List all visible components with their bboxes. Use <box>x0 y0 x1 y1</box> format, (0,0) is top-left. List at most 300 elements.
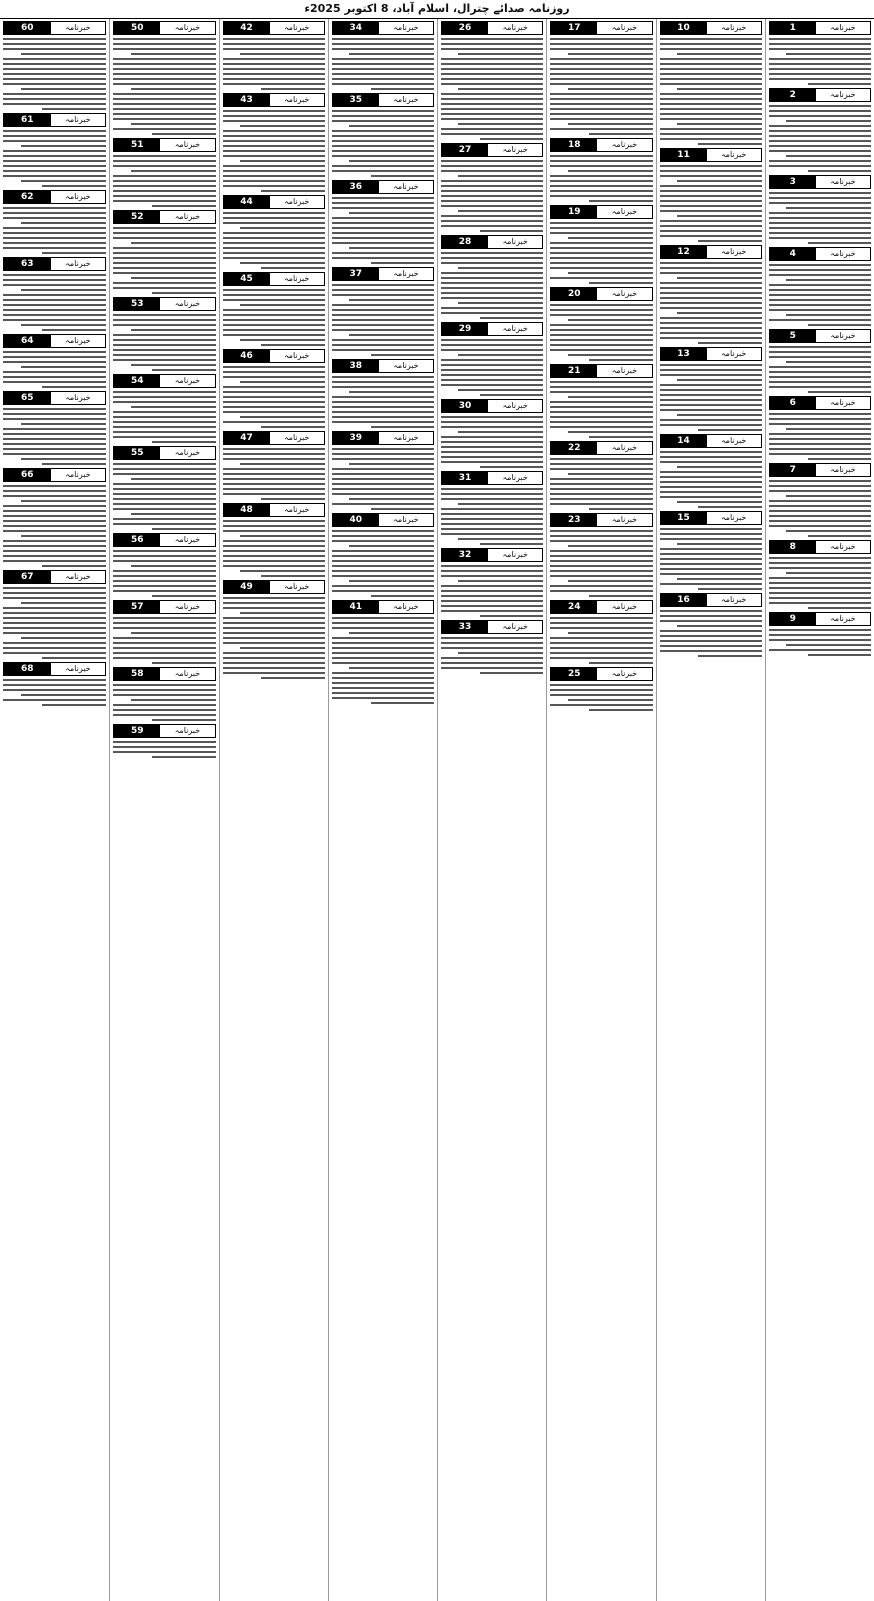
text-line <box>223 48 325 50</box>
text-line <box>113 391 215 393</box>
text-line <box>550 58 652 60</box>
news-item-label: خبرنامہ <box>51 469 106 481</box>
text-line <box>332 63 434 65</box>
text-line <box>113 488 215 490</box>
text-line <box>113 684 215 686</box>
text-line <box>223 252 325 254</box>
text-line <box>223 468 325 470</box>
text-line <box>21 222 107 224</box>
news-item-label: خبرنامہ <box>816 541 870 553</box>
text-line <box>660 108 762 110</box>
text-line <box>677 123 762 125</box>
news-item-number: 35 <box>333 94 379 106</box>
text-line <box>698 429 761 431</box>
text-line <box>660 43 762 45</box>
news-item <box>113 533 215 597</box>
news-item-header <box>223 93 325 107</box>
text-line <box>660 563 762 565</box>
news-item <box>769 21 871 85</box>
text-line <box>240 53 325 55</box>
text-line <box>441 200 543 202</box>
text-line <box>550 493 652 495</box>
text-line <box>223 68 325 70</box>
text-line <box>660 38 762 40</box>
text-line <box>3 284 106 286</box>
news-item-body-text <box>660 38 762 145</box>
text-line <box>769 299 871 301</box>
news-item-header <box>660 347 762 361</box>
text-line <box>332 304 434 306</box>
text-line <box>550 458 652 460</box>
text-line <box>660 548 762 550</box>
text-line <box>441 369 543 371</box>
text-line <box>698 588 761 590</box>
text-line <box>223 667 325 669</box>
news-item <box>113 600 215 664</box>
text-line <box>113 155 215 157</box>
text-line <box>131 364 216 366</box>
news-item-body-text <box>550 458 652 510</box>
text-line <box>769 68 871 70</box>
text-line <box>223 622 325 624</box>
text-line <box>441 48 543 50</box>
text-line <box>769 145 871 147</box>
text-line <box>441 364 543 366</box>
text-line <box>113 165 215 167</box>
text-line <box>223 478 325 480</box>
text-line <box>458 389 543 391</box>
text-line <box>332 324 434 326</box>
text-line <box>113 416 215 418</box>
news-item-header <box>332 359 434 373</box>
text-line <box>131 88 216 90</box>
news-item-number: 53 <box>114 298 160 310</box>
text-line <box>786 155 871 157</box>
text-line <box>568 88 653 90</box>
text-line <box>332 222 434 224</box>
text-line <box>458 210 543 212</box>
news-item <box>3 257 106 331</box>
news-item-label: خبرنامہ <box>160 139 214 151</box>
text-line <box>660 63 762 65</box>
text-line <box>441 38 543 40</box>
text-line <box>113 43 215 45</box>
news-item-body-text <box>769 105 871 172</box>
text-line <box>223 555 325 557</box>
news-item-label: خبرنامہ <box>379 22 433 34</box>
text-line <box>332 627 434 629</box>
news-item-header <box>223 431 325 445</box>
text-line <box>113 63 215 65</box>
text-line <box>223 180 325 182</box>
text-line <box>550 252 652 254</box>
text-line <box>568 545 653 547</box>
text-line <box>223 140 325 142</box>
text-line <box>223 550 325 552</box>
text-line <box>113 560 215 562</box>
text-line <box>332 58 434 60</box>
text-line <box>769 217 871 219</box>
text-line <box>660 138 762 140</box>
text-line <box>332 257 434 259</box>
text-line <box>349 212 434 214</box>
news-item-header <box>113 446 215 460</box>
news-item-body-text <box>550 304 652 361</box>
text-line <box>786 428 871 430</box>
news-item-label: خبرنامہ <box>816 22 870 34</box>
text-line <box>458 354 543 356</box>
news-item-header <box>3 257 106 271</box>
news-item <box>113 374 215 443</box>
text-line <box>550 411 652 413</box>
news-item-label: خبرنامہ <box>597 601 651 613</box>
text-line <box>660 419 762 421</box>
news-item <box>441 399 543 468</box>
text-line <box>240 262 325 264</box>
text-line <box>769 212 871 214</box>
text-line <box>769 222 871 224</box>
news-item-label: خبرنامہ <box>270 94 324 106</box>
news-item-label: خبرنامہ <box>379 360 433 372</box>
news-item-label: خبرنامہ <box>51 258 106 270</box>
text-line <box>113 93 215 95</box>
text-line <box>769 629 871 631</box>
news-item-label: خبرنامہ <box>816 613 870 625</box>
text-line <box>550 684 652 686</box>
news-item-label: خبرنامہ <box>488 472 542 484</box>
news-item-header <box>223 195 325 209</box>
news-item-body-text <box>769 192 871 244</box>
text-line <box>3 607 106 609</box>
text-line <box>769 371 871 373</box>
text-line <box>223 294 325 296</box>
text-line <box>441 98 543 100</box>
text-line <box>332 468 434 470</box>
news-item-body-text <box>223 212 325 269</box>
text-line <box>3 428 106 430</box>
text-line <box>769 289 871 291</box>
news-item-header <box>3 113 106 127</box>
news-item-body-text <box>332 284 434 356</box>
text-line <box>550 416 652 418</box>
text-line <box>441 647 543 649</box>
text-line <box>223 453 325 455</box>
text-line <box>458 88 543 90</box>
text-line <box>113 73 215 75</box>
text-line <box>332 202 434 204</box>
news-item-number: 38 <box>333 360 379 372</box>
news-item-header <box>769 175 871 189</box>
news-item <box>223 195 325 269</box>
text-line <box>131 329 216 331</box>
text-line <box>3 485 106 487</box>
text-line <box>808 391 871 393</box>
text-line <box>769 582 871 584</box>
text-line <box>677 312 762 314</box>
news-item-label: خبرنامہ <box>488 22 542 34</box>
news-item-body-text <box>441 488 543 545</box>
news-column <box>546 19 655 1601</box>
text-line <box>660 615 762 617</box>
text-line <box>332 421 434 423</box>
text-line <box>568 272 653 274</box>
news-item-header <box>550 138 652 152</box>
news-item-number: 29 <box>442 323 488 335</box>
news-item-header <box>441 548 543 562</box>
text-line <box>769 135 871 137</box>
news-item-label: خبرنامہ <box>379 432 433 444</box>
news-item-header <box>113 667 215 681</box>
text-line <box>332 540 434 542</box>
text-line <box>660 374 762 376</box>
news-item-label: خبرنامہ <box>707 22 761 34</box>
text-line <box>769 418 871 420</box>
news-item <box>660 434 762 508</box>
text-line <box>660 538 762 540</box>
news-item-body-text <box>550 530 652 597</box>
text-line <box>240 160 325 162</box>
news-item <box>3 21 106 110</box>
news-item-number: 22 <box>551 442 597 454</box>
news-column <box>219 19 328 1601</box>
text-line <box>3 103 106 105</box>
news-item <box>113 21 215 135</box>
text-line <box>113 83 215 85</box>
text-line <box>332 155 434 157</box>
text-line <box>660 332 762 334</box>
text-line <box>769 510 871 512</box>
text-line <box>441 63 543 65</box>
text-line <box>113 503 215 505</box>
text-line <box>223 232 325 234</box>
text-line <box>21 180 107 182</box>
text-line <box>441 416 543 418</box>
text-line <box>660 190 762 192</box>
news-item-number: 32 <box>442 549 488 561</box>
text-line <box>113 463 215 465</box>
news-item-number: 65 <box>4 392 51 404</box>
text-line <box>441 518 543 520</box>
news-item-header <box>769 329 871 343</box>
text-line <box>550 344 652 346</box>
text-line <box>677 53 762 55</box>
text-line <box>441 252 543 254</box>
news-item <box>3 468 106 567</box>
text-line <box>223 314 325 316</box>
text-line <box>3 550 106 552</box>
text-line <box>349 53 434 55</box>
text-line <box>769 480 871 482</box>
text-line <box>550 103 652 105</box>
text-line <box>441 600 543 602</box>
text-line <box>113 349 215 351</box>
text-line <box>769 48 871 50</box>
text-line <box>223 299 325 301</box>
text-line <box>441 215 543 217</box>
news-item-number: 19 <box>551 206 597 218</box>
news-item <box>550 600 652 664</box>
text-line <box>223 319 325 321</box>
text-line <box>113 741 215 743</box>
text-line <box>21 535 107 537</box>
text-line <box>21 500 107 502</box>
text-line <box>223 366 325 368</box>
text-line <box>660 73 762 75</box>
text-line <box>113 550 215 552</box>
news-item-label: خبرنامہ <box>270 196 324 208</box>
text-line <box>441 349 543 351</box>
text-line <box>660 476 762 478</box>
news-item-body-text <box>113 684 215 721</box>
news-item-header <box>223 21 325 35</box>
text-line <box>113 431 215 433</box>
text-line <box>261 190 324 192</box>
news-column <box>437 19 546 1601</box>
text-line <box>769 356 871 358</box>
text-line <box>3 505 106 507</box>
news-item-number: 31 <box>442 472 488 484</box>
text-line <box>550 498 652 500</box>
text-line <box>550 565 652 567</box>
text-line <box>223 309 325 311</box>
text-line <box>332 68 434 70</box>
news-item <box>3 662 106 706</box>
text-line <box>660 558 762 560</box>
text-line <box>441 575 543 577</box>
news-item-body-text <box>113 227 215 294</box>
text-line <box>113 190 215 192</box>
text-line <box>113 103 215 105</box>
news-item-label: خبرنامہ <box>488 621 542 633</box>
text-line <box>223 222 325 224</box>
text-line <box>458 175 543 177</box>
text-line <box>113 108 215 110</box>
news-item-label: خبرنامہ <box>51 114 106 126</box>
news-item-number: 27 <box>442 144 488 156</box>
text-line <box>113 58 215 60</box>
news-item-body-text <box>441 339 543 396</box>
news-item-label: خبرنامہ <box>379 268 433 280</box>
text-line <box>113 694 215 696</box>
news-item <box>223 503 325 577</box>
text-line <box>550 68 652 70</box>
text-line <box>152 369 215 371</box>
text-line <box>458 302 543 304</box>
text-line <box>568 123 653 125</box>
text-line <box>332 458 434 460</box>
news-item-label: خبرنامہ <box>160 601 214 613</box>
text-line <box>349 667 434 669</box>
text-line <box>441 108 543 110</box>
text-line <box>131 123 216 125</box>
text-line <box>371 354 434 356</box>
text-line <box>113 232 215 234</box>
text-line <box>441 43 543 45</box>
text-line <box>3 314 106 316</box>
text-line <box>589 508 652 510</box>
news-item-header <box>550 667 652 681</box>
news-item-header <box>223 580 325 594</box>
text-line <box>550 78 652 80</box>
text-line <box>786 120 871 122</box>
text-line <box>113 257 215 259</box>
news-item-header <box>332 600 434 614</box>
text-line <box>223 324 325 326</box>
text-line <box>550 98 652 100</box>
text-line <box>660 317 762 319</box>
text-line <box>660 185 762 187</box>
text-line <box>113 98 215 100</box>
text-line <box>660 118 762 120</box>
text-line <box>660 583 762 585</box>
text-line <box>441 441 543 443</box>
text-line <box>42 185 106 187</box>
text-line <box>113 78 215 80</box>
text-line <box>441 446 543 448</box>
text-line <box>769 438 871 440</box>
text-line <box>223 257 325 259</box>
text-line <box>441 312 543 314</box>
text-line <box>332 349 434 351</box>
text-line <box>3 597 106 599</box>
news-item-body-text <box>223 448 325 500</box>
text-line <box>113 637 215 639</box>
news-item <box>113 667 215 721</box>
text-line <box>240 304 325 306</box>
text-line <box>660 230 762 232</box>
text-line <box>550 694 652 696</box>
news-item <box>113 724 215 758</box>
text-line <box>769 130 871 132</box>
text-line <box>660 297 762 299</box>
text-line <box>458 538 543 540</box>
text-line <box>3 217 106 219</box>
news-item-label: خبرنامہ <box>51 191 106 203</box>
text-line <box>113 580 215 582</box>
text-line <box>660 98 762 100</box>
text-line <box>550 560 652 562</box>
news-item-label: خبرنامہ <box>488 549 542 561</box>
text-line <box>3 679 106 681</box>
text-line <box>550 304 652 306</box>
news-item-number: 63 <box>4 258 51 270</box>
news-item-number: 4 <box>770 248 816 260</box>
text-line <box>660 327 762 329</box>
news-item-body-text <box>113 314 215 371</box>
text-line <box>332 115 434 117</box>
text-line <box>441 170 543 172</box>
text-line <box>113 689 215 691</box>
text-line <box>3 617 106 619</box>
news-item-body-text <box>550 381 652 438</box>
news-item <box>769 88 871 172</box>
text-line <box>152 292 215 294</box>
news-item-body-text <box>3 485 106 567</box>
news-item <box>550 441 652 510</box>
text-line <box>589 595 652 597</box>
news-item-body-text <box>441 565 543 617</box>
news-item <box>3 190 106 254</box>
text-line <box>769 165 871 167</box>
text-line <box>550 550 652 552</box>
text-line <box>769 264 871 266</box>
text-line <box>332 411 434 413</box>
text-line <box>21 53 107 55</box>
news-item <box>550 364 652 438</box>
text-line <box>677 466 762 468</box>
text-line <box>550 329 652 331</box>
text-line <box>223 391 325 393</box>
